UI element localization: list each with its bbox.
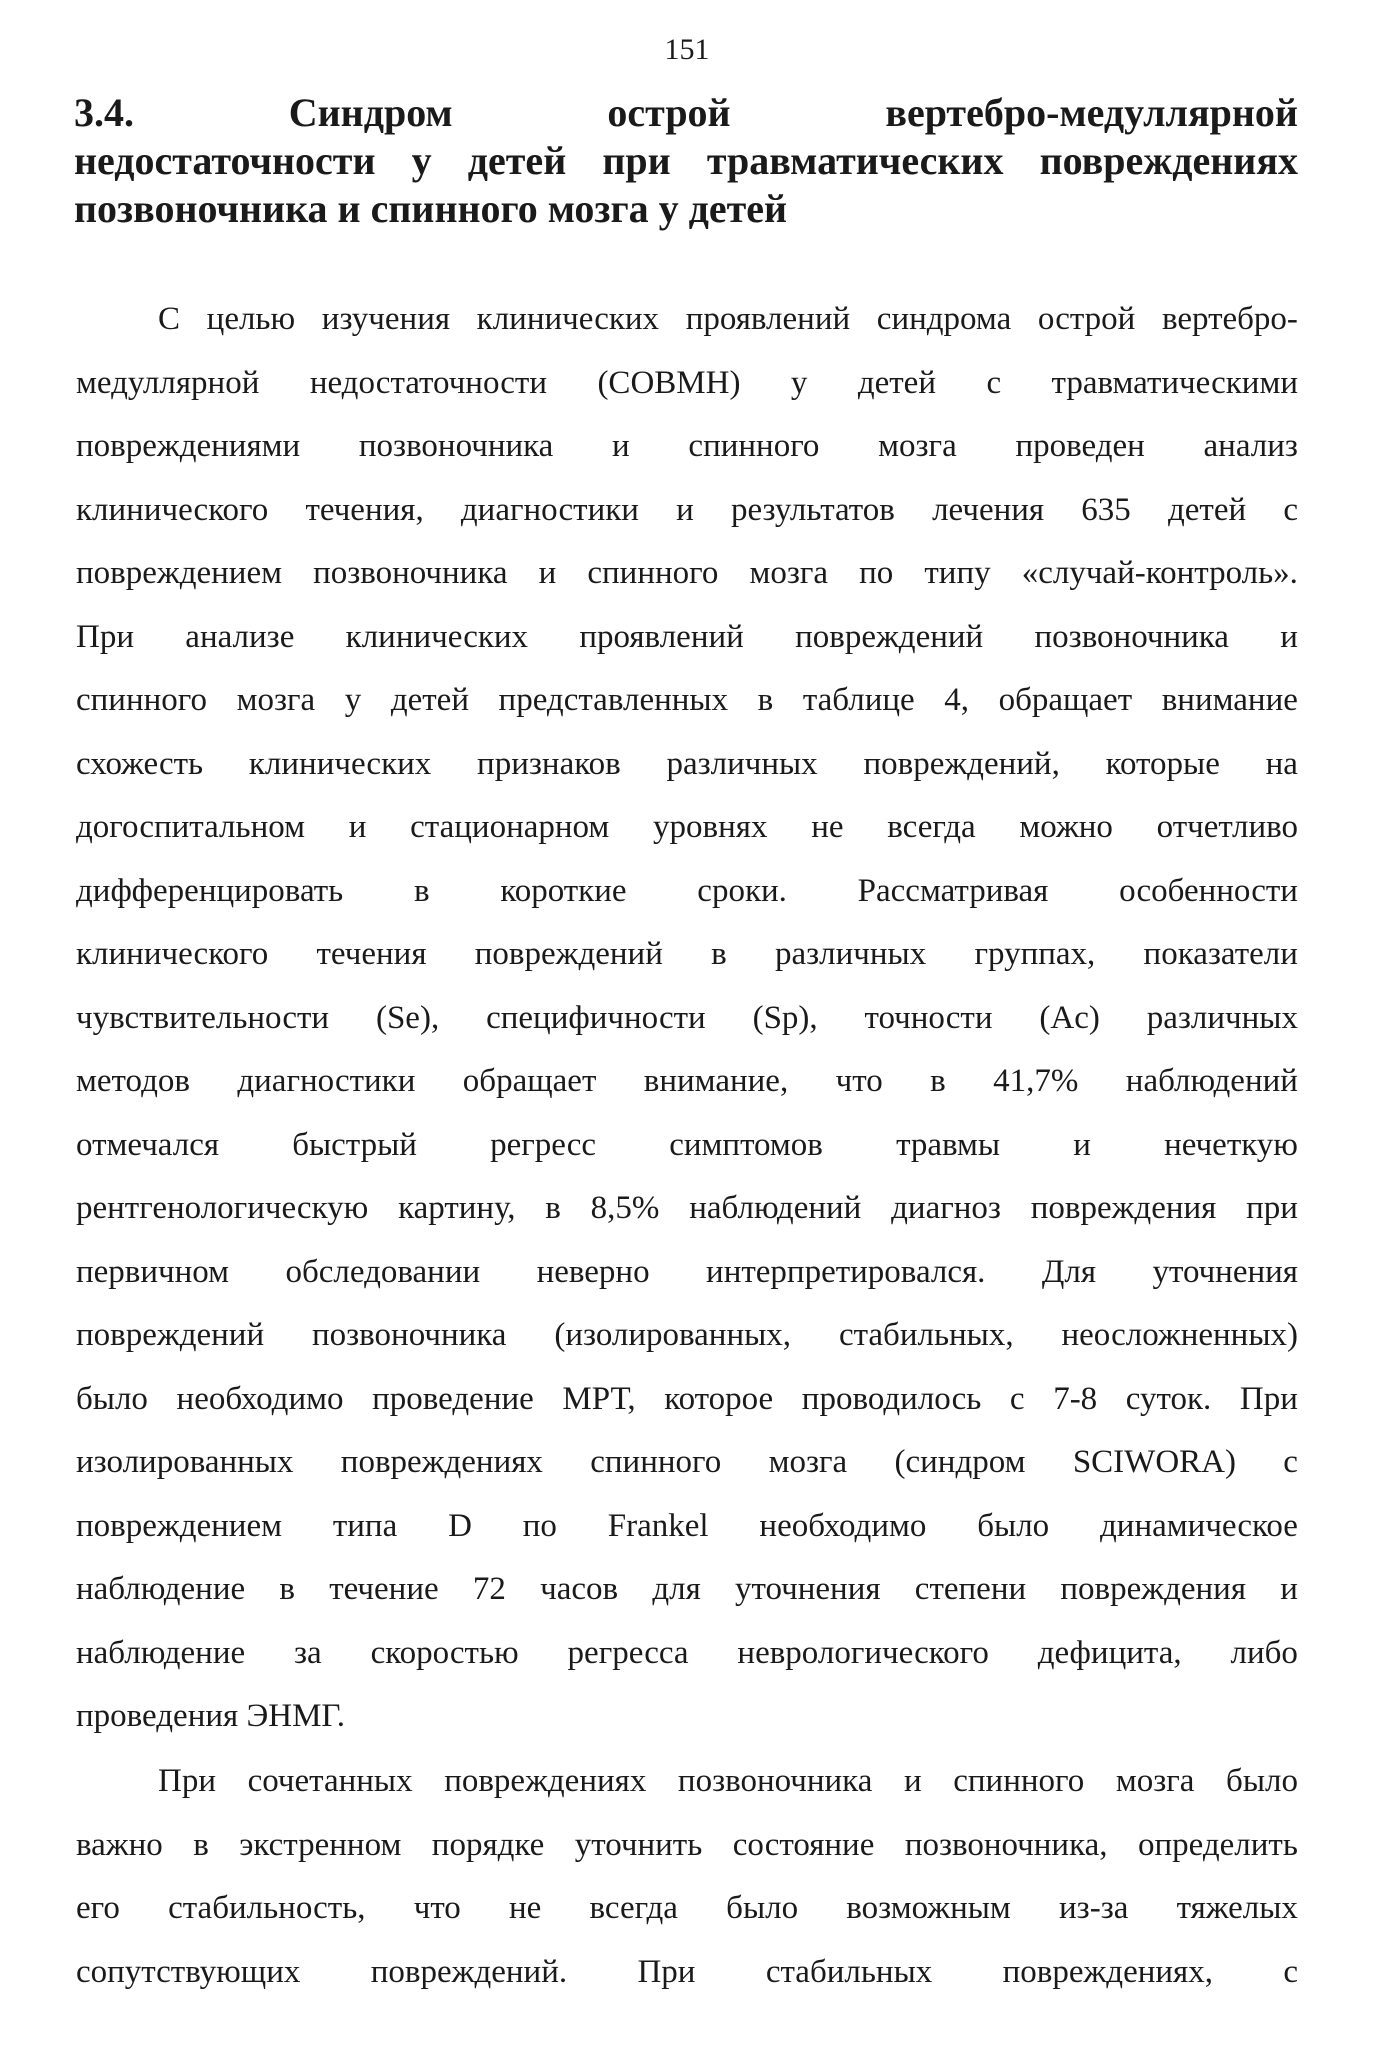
word: вертебро-медуллярной <box>885 90 1298 135</box>
word: важно <box>76 1826 163 1863</box>
word: в <box>930 1063 946 1099</box>
word: уточнения <box>1152 1253 1298 1290</box>
word: повреждений, <box>863 745 1060 782</box>
word: всегда <box>589 1890 678 1926</box>
text-line <box>76 425 1298 467</box>
text-line <box>76 1887 1298 1929</box>
word: и <box>903 1763 922 1799</box>
word: наблюдение <box>76 1571 246 1607</box>
word: регресса <box>567 1634 689 1671</box>
word: в <box>413 872 430 909</box>
word: проведение <box>372 1380 534 1417</box>
word: за <box>294 1634 322 1671</box>
word: с <box>1283 491 1298 528</box>
word: скоростью <box>370 1634 519 1671</box>
word: на <box>1265 745 1298 782</box>
word: повреждениях <box>1039 138 1298 183</box>
word: типа <box>332 1507 398 1544</box>
word: 41,7% <box>993 1063 1079 1099</box>
word: вертебро- <box>1161 301 1298 337</box>
word: При <box>76 618 134 655</box>
word: внимание, <box>643 1063 789 1099</box>
word: Frankel <box>607 1507 709 1544</box>
word: у <box>411 138 432 183</box>
word: мозга <box>236 682 316 718</box>
word: детей <box>390 682 469 718</box>
word: С <box>158 301 181 337</box>
word: спинного <box>688 428 820 464</box>
word: точности <box>864 999 993 1036</box>
word: При <box>637 1953 696 1990</box>
word: в <box>757 682 774 718</box>
word: быстрый <box>292 1126 417 1163</box>
word: МРТ, <box>562 1380 636 1417</box>
word: для <box>652 1571 701 1607</box>
word: 4, <box>944 682 969 718</box>
text-line <box>76 1124 1298 1166</box>
word: у <box>344 682 362 718</box>
word: повреждений. <box>370 1953 568 1990</box>
word: наблюдений <box>689 1190 862 1226</box>
word: повреждением <box>76 555 282 591</box>
word: динамическое <box>1100 1507 1298 1544</box>
word: (Se), <box>375 999 440 1036</box>
word: детей <box>1167 491 1247 528</box>
word: 3.4. <box>74 90 134 135</box>
word: можно <box>1019 809 1113 845</box>
word: с <box>1283 1953 1298 1990</box>
word: регресс <box>490 1126 597 1163</box>
text-line <box>76 1824 1298 1866</box>
word: повреждения <box>1060 1571 1246 1607</box>
word: SCIWORA) <box>1072 1444 1236 1480</box>
word: чувствительности <box>76 999 330 1036</box>
text-line <box>76 616 1298 658</box>
text-line <box>76 870 1298 912</box>
text-line <box>76 489 1298 531</box>
word: что <box>835 1063 883 1099</box>
word: с <box>1283 1444 1298 1480</box>
word: и <box>1280 1571 1298 1607</box>
word: состояние <box>732 1826 875 1863</box>
word: что <box>413 1890 461 1926</box>
word: догоспитальном <box>76 809 305 845</box>
word: и <box>612 428 630 464</box>
word: повреждений <box>474 936 663 972</box>
word: 8,5% <box>590 1190 660 1226</box>
word: повреждения <box>1030 1190 1217 1226</box>
word: стабильных <box>765 1953 933 1990</box>
word: суток. <box>1125 1380 1212 1417</box>
word: изолированных <box>76 1444 294 1480</box>
word: различных <box>1146 999 1298 1036</box>
page-number: 151 <box>664 33 710 66</box>
word: по <box>859 555 894 591</box>
word: особенности <box>1119 872 1298 909</box>
text-line <box>76 1314 1298 1356</box>
word: было <box>977 1507 1050 1544</box>
word: позвоночника <box>1034 618 1229 655</box>
word: представленных <box>498 682 729 718</box>
word: стабильность, <box>168 1890 366 1926</box>
word: часов <box>540 1571 619 1607</box>
word: мозга <box>878 428 957 464</box>
word: порядке <box>431 1826 545 1863</box>
word: было <box>1226 1763 1298 1799</box>
word: Рассматривая <box>857 872 1049 909</box>
text-line <box>76 1951 1298 1993</box>
word: с <box>986 364 1002 401</box>
text-line <box>76 1441 1298 1483</box>
word: диагностики <box>460 491 639 528</box>
word: специфичности <box>486 999 706 1036</box>
word: проявлений <box>579 618 744 655</box>
word: острой <box>1037 301 1136 337</box>
text-line <box>76 743 1298 785</box>
word: и <box>538 555 557 591</box>
word: стационарном <box>410 809 610 845</box>
word: повреждений <box>76 1317 265 1353</box>
word: необходимо <box>759 1507 927 1544</box>
word: было <box>76 1380 148 1417</box>
word: клинических <box>476 301 660 337</box>
word: диагноз <box>891 1190 1001 1226</box>
word: короткие <box>500 872 627 909</box>
word: мозга <box>749 555 829 591</box>
word: определить <box>1137 1826 1298 1863</box>
word: методов <box>76 1063 190 1099</box>
word: в <box>193 1826 209 1863</box>
word: не <box>509 1890 542 1926</box>
word: травматических <box>706 138 1004 183</box>
word: в <box>279 1571 295 1607</box>
section-heading-line-2 <box>74 138 1298 184</box>
word: у <box>790 364 808 401</box>
word: нечеткую <box>1164 1126 1298 1163</box>
word: недостаточности <box>74 138 376 183</box>
word: травмы <box>896 1126 1001 1163</box>
word: проводилось <box>801 1380 982 1417</box>
text-line <box>76 1060 1298 1102</box>
word: течение <box>329 1571 439 1607</box>
word: уточнить <box>574 1826 703 1863</box>
text-line <box>76 933 1298 975</box>
word: мозга <box>1115 1763 1195 1799</box>
word: анализе <box>185 618 295 655</box>
word: синдрома <box>876 301 1012 337</box>
word: неврологического <box>737 1634 989 1671</box>
word: D <box>448 1507 472 1544</box>
word: наблюдений <box>1125 1063 1298 1099</box>
word: внимание <box>1161 682 1298 718</box>
word: травматическими <box>1051 364 1298 401</box>
word: медуллярной <box>76 364 260 401</box>
word: при <box>1246 1190 1298 1226</box>
word: (синдром <box>894 1444 1026 1480</box>
word: отмечался <box>76 1126 220 1163</box>
text-line <box>76 1251 1298 1293</box>
word: проявлений <box>685 301 851 337</box>
text-line <box>76 1187 1298 1229</box>
word: изучения <box>321 301 451 337</box>
word: и <box>676 491 694 528</box>
section-heading-line-3: позвоночника и спинного мозга у детей <box>74 186 788 231</box>
word: детей <box>857 364 936 401</box>
word: возможным <box>846 1890 1011 1926</box>
word: отчетливо <box>1156 809 1298 845</box>
word: и <box>1280 618 1298 655</box>
word: его <box>76 1890 120 1926</box>
word: При <box>1239 1380 1298 1417</box>
word: детей <box>467 138 567 183</box>
word: с <box>1009 1380 1025 1417</box>
word: «случай-контроль». <box>1021 555 1298 591</box>
word: либо <box>1230 1634 1298 1671</box>
word: недостаточности <box>309 364 547 401</box>
word: показатели <box>1143 936 1298 972</box>
word: дефицита, <box>1037 1634 1182 1671</box>
word: повреждением <box>76 1507 282 1544</box>
text-line <box>76 298 1298 340</box>
word: различных <box>666 745 818 782</box>
word: Синдром <box>288 90 453 135</box>
word: симптомов <box>669 1126 823 1163</box>
word: повреждений <box>795 618 984 655</box>
word: в <box>545 1190 561 1226</box>
word: неверно <box>536 1253 650 1290</box>
word: сопутствующих <box>76 1953 301 1990</box>
word: течения, <box>305 491 424 528</box>
text-line <box>76 362 1298 404</box>
word: 72 <box>472 1571 506 1607</box>
word: типу <box>924 555 991 591</box>
word: спинного <box>953 1763 1085 1799</box>
word: диагностики <box>237 1063 416 1099</box>
text-line <box>76 679 1298 721</box>
word: обращает <box>998 682 1133 718</box>
word: схожесть <box>76 745 204 782</box>
word: необходимо <box>176 1380 344 1417</box>
text-line <box>76 1378 1298 1420</box>
word: позвоночника <box>358 428 554 464</box>
word: тяжелых <box>1176 1890 1298 1926</box>
word: уровнях <box>653 809 768 845</box>
word: всегда <box>887 809 976 845</box>
word: дифференцировать <box>76 872 344 909</box>
word: позвоночника <box>313 555 508 591</box>
word: (изолированных, <box>554 1317 792 1353</box>
word: сроки. <box>697 872 787 909</box>
word: клинического <box>76 936 269 972</box>
text-line <box>76 1632 1298 1674</box>
word: 635 <box>1081 491 1131 528</box>
word: (Ac) <box>1039 999 1100 1036</box>
word: (Sp), <box>752 999 818 1036</box>
word: было <box>726 1890 799 1926</box>
word: обращает <box>462 1063 597 1099</box>
text-line: проведения ЭНМГ. <box>76 1698 346 1734</box>
word: спинного <box>590 1444 722 1480</box>
word: уточнения <box>735 1571 881 1607</box>
word: различных <box>774 936 927 972</box>
word: первичном <box>76 1253 230 1290</box>
word: не <box>811 809 844 845</box>
word: лечения <box>932 491 1045 528</box>
word: клинических <box>248 745 432 782</box>
word: Для <box>1041 1253 1097 1290</box>
word: рентгенологическую <box>76 1190 369 1226</box>
word: клинических <box>345 618 529 655</box>
word: При <box>158 1763 216 1799</box>
word: сочетанных <box>247 1763 413 1799</box>
word: стабильных, <box>838 1317 1014 1353</box>
word: которое <box>664 1380 774 1417</box>
word: повреждениях, <box>1002 1953 1213 1990</box>
word: картину, <box>398 1190 516 1226</box>
section-heading-line-1 <box>74 90 1298 136</box>
word: степени <box>914 1571 1027 1607</box>
word: повреждениях <box>340 1444 543 1480</box>
word: по <box>522 1507 557 1544</box>
word: наблюдение <box>76 1634 246 1671</box>
word: которые <box>1105 745 1220 782</box>
word: 7-8 <box>1053 1380 1098 1417</box>
text-line <box>76 1568 1298 1610</box>
word: признаков <box>477 745 621 782</box>
word: результатов <box>730 491 895 528</box>
word: экстренном <box>239 1826 402 1863</box>
word: и <box>348 809 367 845</box>
word: при <box>602 138 671 183</box>
word: повреждениями <box>76 428 301 464</box>
word: позвоночника <box>311 1317 507 1353</box>
word: таблице <box>802 682 915 718</box>
word: из-за <box>1059 1890 1129 1926</box>
text-line <box>76 806 1298 848</box>
word: в <box>711 936 727 972</box>
word: позвоночника, <box>904 1826 1108 1863</box>
word: мозга <box>768 1444 848 1480</box>
text-line <box>76 1505 1298 1547</box>
text-line <box>76 1760 1298 1802</box>
text-line <box>76 552 1298 594</box>
word: и <box>1073 1126 1091 1163</box>
word: обследовании <box>285 1253 481 1290</box>
word: острой <box>607 90 731 135</box>
word: (СОВМН) <box>597 364 741 401</box>
word: повреждениях <box>444 1763 647 1799</box>
word: группах, <box>974 936 1096 972</box>
word: неосложненных) <box>1061 1317 1298 1353</box>
word: целью <box>206 301 296 337</box>
word: спинного <box>76 682 208 718</box>
text-line <box>76 997 1298 1039</box>
word: позвоночника <box>677 1763 873 1799</box>
word: течения <box>316 936 427 972</box>
word: анализ <box>1203 428 1298 464</box>
word: проведен <box>1015 428 1145 464</box>
word: клинического <box>76 491 269 528</box>
word: интерпретировался. <box>706 1253 986 1290</box>
word: спинного <box>587 555 719 591</box>
